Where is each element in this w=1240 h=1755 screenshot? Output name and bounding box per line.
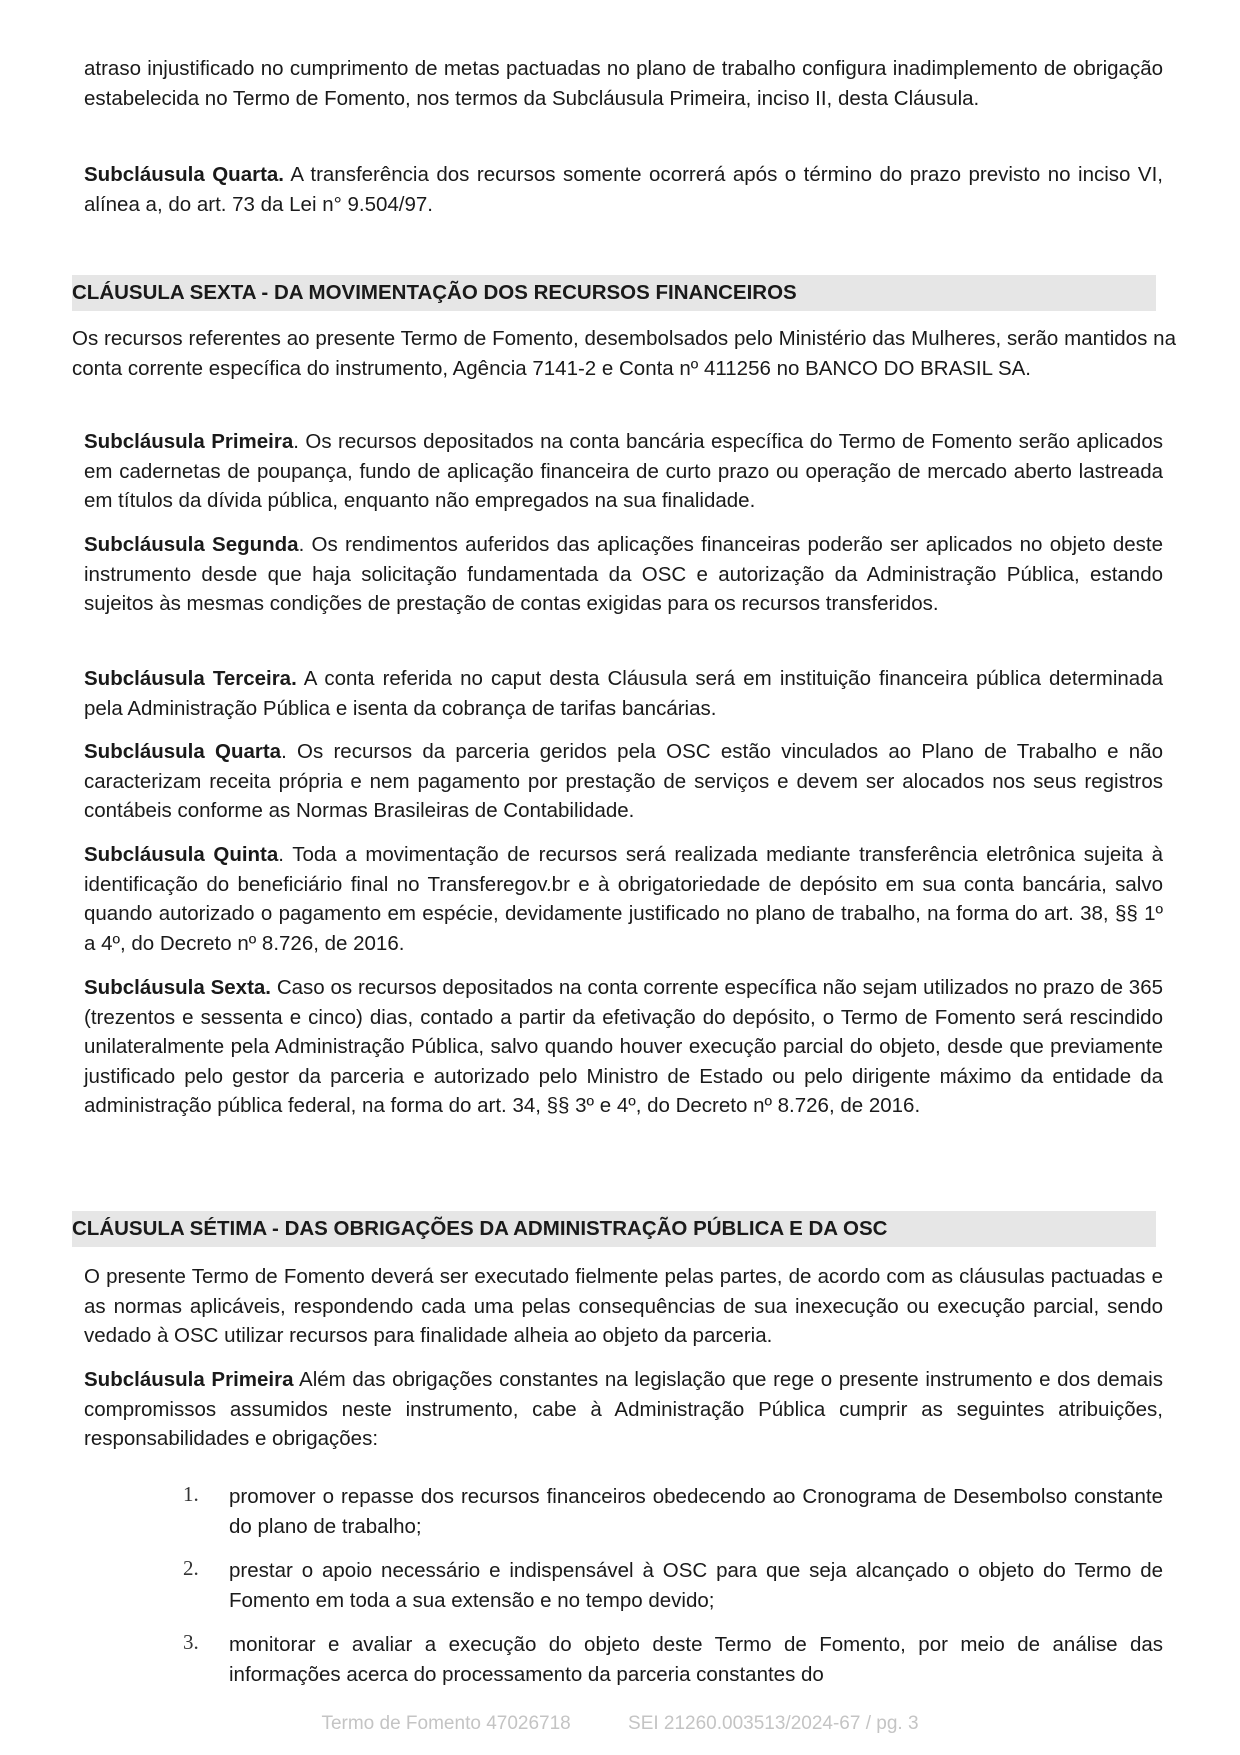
subclausula-quarta-paragraph: [84, 160, 1163, 219]
list-item: [183, 1556, 1163, 1615]
subclausula-text: A conta referida no caput desta Cláusula será em instituição financeira pública determinada pela Administração Pública e isenta da cobrança de tarifas bancárias.: [84, 667, 1164, 720]
subclausula-text: . Os recursos da parceria geridos pela OSC estão vinculados ao Plano de Trabalho e não caracterizam receita própria e nem pagamento por prestação de serviços e devem ser alocados nos seus registros contábeis conforme as Normas Brasileiras de Contabilidade.: [84, 740, 1163, 822]
list-number: 1.: [183, 1482, 199, 1506]
subclausula-label: Subcláusula Primeira: [84, 430, 294, 453]
subclausula-label: Subcláusula Quarta: [84, 740, 282, 763]
subclausula-label: Subcláusula Quinta: [84, 843, 279, 866]
page-footer: [0, 1713, 1240, 1735]
clausula-setima-heading: CLÁUSULA SÉTIMA - DAS OBRIGAÇÕES DA ADMINISTRAÇÃO PÚBLICA E DA OSC: [72, 1211, 1156, 1247]
subclausula-quarta-paragraph: [84, 737, 1163, 826]
subclausula-primeira-paragraph: [84, 427, 1163, 516]
subclausula-segunda-paragraph: [84, 530, 1163, 619]
subclausula-quinta-paragraph: [84, 840, 1163, 958]
subclausula-label: Subcláusula Terceira.: [84, 667, 297, 690]
list-item: [183, 1482, 1163, 1541]
subclausula-terceira-paragraph: [84, 664, 1163, 723]
subclausula-text: . Toda a movimentação de recursos será realizada mediante transferência eletrônica sujeita à identificação do beneficiário final no Transferegov.br e à obrigatoriedade de depósito em sua conta bancária, salvo quando autorizado o pagamento em espécie, devidamente justificado no plano de trabalho, na forma do art. 38, §§ 1º a 4º, do Decreto nº 8.726, de 2016.: [84, 843, 1164, 955]
list-item: [183, 1630, 1163, 1689]
list-number: 2.: [183, 1556, 199, 1580]
subclausula-text: A transferência dos recursos somente ocorrerá após o término do prazo previsto no inciso VI, alínea a, do art. 73 da Lei n° 9.504/97.: [84, 163, 1163, 216]
subclausula-text: . Os recursos depositados na conta bancária específica do Termo de Fomento serão aplicados em cadernetas de poupança, fundo de aplicação financeira de curto prazo ou operação de mercado aberto lastreada em títulos da dívida pública, enquanto não empregados na sua finalidade.: [84, 430, 1163, 512]
list-item-text: promover o repasse dos recursos financeiros obedecendo ao Cronograma de Desembolso constante do plano de trabalho;: [229, 1485, 1163, 1538]
subclausula-text: . Os rendimentos auferidos das aplicações financeiras poderão ser aplicados no objeto deste instrumento desde que haja solicitação fundamentada da OSC e autorização da Administração Pública, estando sujeitos às mesmas condições de prestação de contas exigidas para os recursos transferidos.: [84, 533, 1163, 615]
footer-process-page: SEI 21260.003513/2024-67 / pg. 3: [628, 1713, 919, 1734]
list-number: 3.: [183, 1630, 199, 1654]
subclausula-label: Subcláusula Sexta.: [84, 976, 271, 999]
list-item-text: monitorar e avaliar a execução do objeto deste Termo de Fomento, por meio de análise das informações acerca do processamento da parceria constantes do: [229, 1633, 1163, 1686]
list-item-text: prestar o apoio necessário e indispensável à OSC para que seja alcançado o objeto do Termo de Fomento em toda a sua extensão e no tempo devido;: [229, 1559, 1163, 1612]
subclausula-primeira-paragraph: [84, 1365, 1163, 1454]
subclausula-text: Além das obrigações constantes na legislação que rege o presente instrumento e dos demais compromissos assumidos neste instrumento, cabe à Administração Pública cumprir as seguintes atribuições, responsabilidades e obrigações:: [84, 1368, 1163, 1450]
subclausula-label: Subcláusula Segunda: [84, 533, 299, 556]
clausula-sexta-heading: CLÁUSULA SEXTA - DA MOVIMENTAÇÃO DOS RECURSOS FINANCEIROS: [72, 275, 1156, 311]
subclausula-label: Subcláusula Quarta.: [84, 163, 285, 186]
intro-paragraph: atraso injustificado no cumprimento de metas pactuadas no plano de trabalho configura inadimplemento de obrigação estabelecida no Termo de Fomento, nos termos da Subcláusula Primeira, inciso II, desta Cláusula.: [84, 57, 1163, 110]
subclausula-text: Caso os recursos depositados na conta corrente específica não sejam utilizados no prazo de 365 (trezentos e sessenta e cinco) dias, contado a partir da efetivação do depósito, o Termo de Fomento será rescindido unilateralmente pela Administração Pública, salvo quando houver execução parcial do objeto, desde que previamente justificado pelo gestor da parceria e autorizado pelo Ministro de Estado ou pelo dirigente máximo da entidade da administração pública federal, na forma do art. 34, §§ 3º e 4º, do Decreto nº 8.726, de 2016.: [84, 976, 1164, 1117]
subclausula-label: Subcláusula Primeira: [84, 1368, 294, 1391]
subclausula-sexta-paragraph: [84, 973, 1163, 1121]
clausula-setima-caput: O presente Termo de Fomento deverá ser executado fielmente pelas partes, de acordo com as cláusulas pactuadas e as normas aplicáveis, respondendo cada uma pelas consequências de sua inexecução ou execução parcial, sendo vedado à OSC utilizar recursos para finalidade alheia ao objeto da parceria.: [84, 1265, 1163, 1347]
clausula-sexta-caput: Os recursos referentes ao presente Termo de Fomento, desembolsados pelo Ministério das Mulheres, serão mantidos na conta corrente específica do instrumento, Agência 7141-2 e Conta nº 411256 no BANCO DO BRASIL SA.: [72, 327, 1176, 380]
footer-document-id: Termo de Fomento 47026718: [321, 1713, 571, 1734]
